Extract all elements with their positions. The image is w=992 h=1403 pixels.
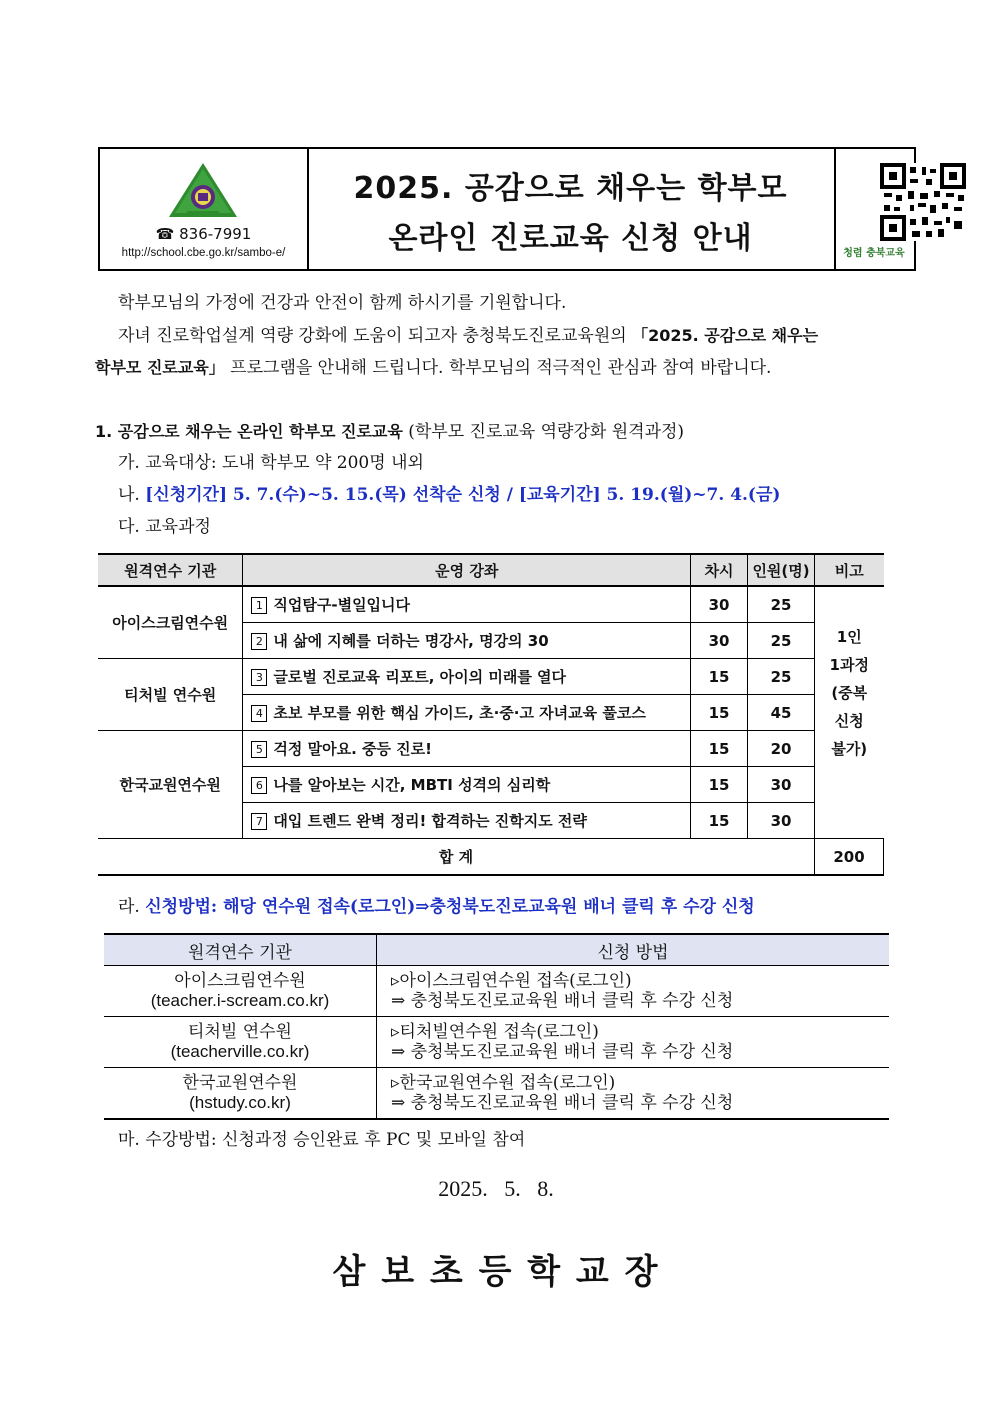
document-header (98, 147, 916, 271)
note-cell (815, 586, 884, 839)
item-target: 가. 교육대상: 도내 학부모 약 200명 내외 (118, 453, 424, 473)
org-site-link[interactable]: (teacher.i-scream.co.kr) (150, 991, 330, 1010)
qr-caption: 청렴 충북교육 (843, 248, 905, 259)
header-org: 원격연수 기관 (104, 934, 377, 966)
program-name-part-2: 학부모 진로교육」 (95, 358, 225, 377)
people-cell: 30 (748, 767, 815, 803)
org-hstudy: 한국교원연수원 (98, 731, 243, 839)
apply-table-header (104, 934, 889, 966)
school-phone: ☎ 836-7991 (155, 225, 252, 243)
title-line-2: 온라인 진로교육 신청 안내 (388, 221, 753, 256)
org-cell (104, 1017, 377, 1068)
people-cell: 30 (748, 803, 815, 839)
header-method: 신청 방법 (377, 934, 890, 966)
note-line: 1과정 (829, 655, 869, 674)
course-title: 대입 트렌드 완벽 정리! 합격하는 진학지도 전략 (273, 812, 587, 830)
sessions-cell: 15 (691, 767, 748, 803)
intro-line-3 (95, 351, 771, 385)
course-cell (243, 659, 691, 695)
item-apply-prefix: 라. (118, 897, 146, 917)
note-line: 신청 (834, 711, 864, 730)
period-text: [신청기간] 5. 7.(수)~5. 15.(목) 선착순 신청 / [교육기간] 5. 19.(월)~7. 4.(금) (145, 485, 781, 505)
method-cell (377, 966, 890, 1017)
people-cell: 20 (748, 731, 815, 767)
title-cell (307, 149, 836, 269)
course-title: 초보 부모를 위한 핵심 가이드, 초·중·고 자녀교육 풀코스 (273, 704, 646, 722)
course-title: 글로벌 진로교육 리포트, 아이의 미래를 열다 (273, 668, 567, 686)
course-title: 직업탐구-별일입니다 (273, 596, 411, 614)
title-line-1: 2025. 공감으로 채우는 학부모 (353, 171, 788, 206)
total-note-empty (884, 839, 885, 876)
course-number: 4 (251, 705, 267, 722)
course-cell (243, 767, 691, 803)
qr-cell (834, 149, 914, 269)
sessions-cell: 15 (691, 695, 748, 731)
course-number: 7 (251, 813, 267, 830)
course-number: 3 (251, 669, 267, 686)
method-cell (377, 1017, 890, 1068)
item-period-prefix: 나. (118, 485, 146, 505)
org-name: 티처빌 연수원 (188, 1022, 292, 1042)
sessions-cell: 30 (691, 586, 748, 623)
note-line: (중복 (831, 683, 868, 702)
table-row (98, 586, 884, 623)
item-period (118, 479, 780, 512)
sessions-cell: 15 (691, 731, 748, 767)
school-url[interactable]: http://school.cbe.go.kr/sambo-e/ (121, 247, 286, 259)
item-study-method: 마. 수강방법: 신청과정 승인완료 후 PC 및 모바일 참여 (118, 1130, 526, 1150)
method-step-2: ⇒ 충청북도진로교육원 배너 클릭 후 수강 신청 (391, 991, 734, 1011)
sessions-cell: 15 (691, 803, 748, 839)
people-cell: 45 (748, 695, 815, 731)
total-value: 200 (815, 839, 884, 876)
document-date: 2025. 5. 8. (438, 1176, 554, 1201)
course-title: 걱정 말아요. 중등 진로! (273, 740, 433, 758)
table-row (98, 659, 884, 695)
school-logo-icon (167, 161, 239, 221)
course-cell (243, 695, 691, 731)
course-title: 내 삶에 지혜를 더하는 명강사, 명강의 30 (273, 632, 549, 650)
method-cell (377, 1068, 890, 1120)
course-cell (243, 623, 691, 659)
school-info-cell (100, 149, 309, 269)
note-line: 1인 (836, 627, 862, 646)
course-cell (243, 731, 691, 767)
sessions-cell: 30 (691, 623, 748, 659)
course-number: 2 (251, 633, 267, 650)
header-note: 비고 (815, 554, 884, 586)
item-course: 다. 교육과정 (118, 517, 211, 537)
header-org: 원격연수 기관 (98, 554, 243, 586)
org-site-link[interactable]: (hstudy.co.kr) (189, 1093, 291, 1112)
section-1-heading (95, 415, 684, 449)
method-step-1: ▹아이스크림연수원 접속(로그인) (391, 971, 632, 991)
table-row (98, 731, 884, 767)
course-table (98, 553, 884, 876)
sessions-cell: 15 (691, 659, 748, 695)
intro-line-2-text: 자녀 진로학업설계 역량 강화에 도움이 되고자 충청북도진로교육원의 (118, 326, 633, 346)
table-row (104, 1068, 889, 1120)
header-people: 인원(명) (748, 554, 815, 586)
org-iscream: 아이스크림연수원 (98, 586, 243, 659)
qr-code-icon (880, 163, 966, 241)
table-row (104, 1017, 889, 1068)
course-table-header (98, 554, 884, 586)
org-cell (104, 966, 377, 1017)
principal-signature: 삼 보 초 등 학 교 장 (332, 1252, 660, 1292)
method-step-2: ⇒ 충청북도진로교육원 배너 클릭 후 수강 신청 (391, 1042, 734, 1062)
intro-line-2 (118, 319, 818, 353)
org-cell (104, 1068, 377, 1120)
table-row (104, 966, 889, 1017)
course-number: 1 (251, 597, 267, 614)
people-cell: 25 (748, 659, 815, 695)
section-1-title: 1. 공감으로 채우는 온라인 학부모 진로교육 (95, 422, 403, 441)
people-cell: 25 (748, 623, 815, 659)
note-line: 불가) (831, 739, 868, 758)
course-cell (243, 803, 691, 839)
org-teacherville: 티처빌 연수원 (98, 659, 243, 731)
org-name: 아이스크림연수원 (174, 971, 306, 991)
total-label: 합 계 (98, 839, 815, 876)
program-name-part-1: 「2025. 공감으로 채우는 (632, 326, 819, 345)
method-step-1: ▹티처빌연수원 접속(로그인) (391, 1022, 599, 1042)
course-title: 나를 알아보는 시간, MBTI 성격의 심리학 (273, 776, 551, 794)
total-row (98, 839, 884, 876)
people-cell: 25 (748, 586, 815, 623)
section-1-subtitle: (학부모 진로교육 역량강화 원격과정) (408, 422, 685, 442)
intro-line-3-text: 프로그램을 안내해 드립니다. 학부모님의 적극적인 관심과 참여 바랍니다. (230, 358, 772, 378)
apply-table (104, 933, 889, 1120)
org-name: 한국교원연수원 (182, 1073, 298, 1093)
course-cell (243, 586, 691, 623)
apply-method-text: 신청방법: 해당 연수원 접속(로그인)⇒충청북도진로교육원 배너 클릭 후 수강 신청 (145, 897, 755, 917)
header-sessions: 차시 (691, 554, 748, 586)
method-step-2: ⇒ 충청북도진로교육원 배너 클릭 후 수강 신청 (391, 1093, 734, 1113)
item-apply-method (118, 891, 755, 924)
header-course: 운영 강좌 (243, 554, 691, 586)
intro-line-1: 학부모님의 가정에 건강과 안전이 함께 하시기를 기원합니다. (118, 293, 567, 313)
course-number: 5 (251, 741, 267, 758)
method-step-1: ▹한국교원연수원 접속(로그인) (391, 1073, 616, 1093)
org-site-link[interactable]: (teacherville.co.kr) (170, 1042, 310, 1061)
course-number: 6 (251, 777, 267, 794)
